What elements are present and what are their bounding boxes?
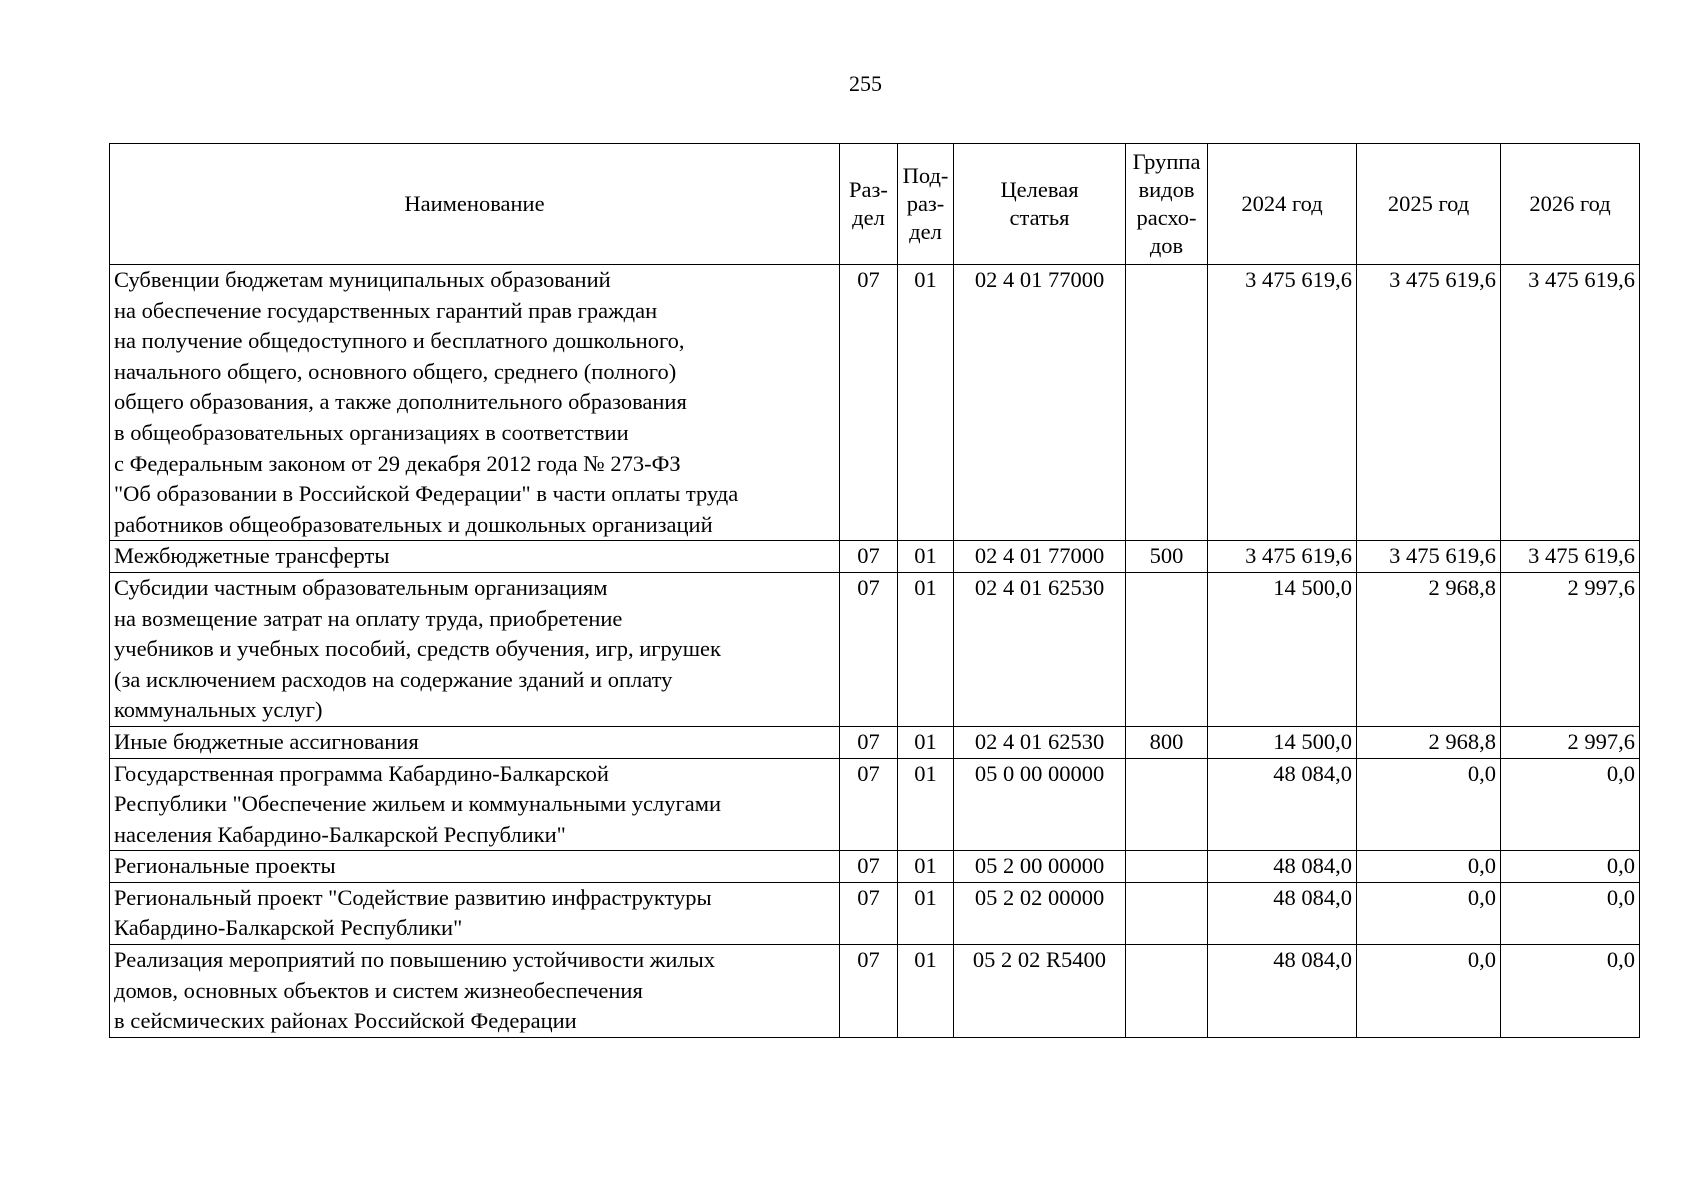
header-2025: 2025 год: [1357, 144, 1501, 265]
cell-tselevaya-statya: 02 4 01 77000: [954, 541, 1126, 573]
cell-2026: 0,0: [1501, 882, 1640, 944]
cell-razdel: 07: [840, 851, 898, 883]
cell-name: Региональный проект "Содействие развитию инфраструктуры Кабардино-Балкарской Республики": [110, 882, 840, 944]
cell-tselevaya-statya: 05 0 00 00000: [954, 758, 1126, 851]
cell-razdel: 07: [840, 758, 898, 851]
table-row: [110, 882, 1640, 944]
cell-2025: 2 968,8: [1357, 572, 1501, 726]
cell-gruppa-vidov-raskhodov: [1126, 572, 1208, 726]
header-name: Наименование: [110, 144, 840, 265]
cell-2026: 2 997,6: [1501, 726, 1640, 758]
cell-name: Субсидии частным образовательным организациям на возмещение затрат на оплату труда, приобретение учебников и учебных пособий, средств обучения, игр, игрушек (за исключением расходов на содержание зданий и оплату коммунальных услуг): [110, 572, 840, 726]
cell-podrazdel: 01: [898, 882, 954, 944]
cell-razdel: 07: [840, 541, 898, 573]
cell-2026: 0,0: [1501, 851, 1640, 883]
cell-2024: 48 084,0: [1208, 851, 1357, 883]
cell-podrazdel: 01: [898, 851, 954, 883]
cell-gruppa-vidov-raskhodov: 800: [1126, 726, 1208, 758]
cell-2024: 3 475 619,6: [1208, 265, 1357, 541]
cell-name: Иные бюджетные ассигнования: [110, 726, 840, 758]
cell-2024: 48 084,0: [1208, 882, 1357, 944]
cell-name: Государственная программа Кабардино-Балкарской Республики "Обеспечение жильем и коммунальными услугами населения Кабардино-Балкарской Республики": [110, 758, 840, 851]
budget-table: [109, 143, 1640, 1038]
cell-2025: 3 475 619,6: [1357, 541, 1501, 573]
cell-tselevaya-statya: 05 2 02 00000: [954, 882, 1126, 944]
page-number: 255: [849, 71, 882, 96]
cell-2026: 3 475 619,6: [1501, 265, 1640, 541]
cell-2024: 14 500,0: [1208, 572, 1357, 726]
cell-gruppa-vidov-raskhodov: 500: [1126, 541, 1208, 573]
cell-tselevaya-statya: 02 4 01 77000: [954, 265, 1126, 541]
header-razdel: Раз- дел: [840, 144, 898, 265]
cell-podrazdel: 01: [898, 945, 954, 1038]
cell-razdel: 07: [840, 882, 898, 944]
cell-gruppa-vidov-raskhodov: [1126, 882, 1208, 944]
cell-2026: 3 475 619,6: [1501, 541, 1640, 573]
cell-2025: 0,0: [1357, 945, 1501, 1038]
header-2024: 2024 год: [1208, 144, 1357, 265]
table-row: [110, 265, 1640, 541]
cell-gruppa-vidov-raskhodov: [1126, 851, 1208, 883]
cell-tselevaya-statya: 02 4 01 62530: [954, 726, 1126, 758]
table-row: [110, 945, 1640, 1038]
cell-podrazdel: 01: [898, 758, 954, 851]
cell-name: Межбюджетные трансферты: [110, 541, 840, 573]
table-body: [110, 265, 1640, 1038]
cell-2026: 0,0: [1501, 758, 1640, 851]
table-row: [110, 851, 1640, 883]
table-row: [110, 572, 1640, 726]
cell-tselevaya-statya: 05 2 00 00000: [954, 851, 1126, 883]
cell-2024: 48 084,0: [1208, 945, 1357, 1038]
cell-gruppa-vidov-raskhodov: [1126, 945, 1208, 1038]
cell-podrazdel: 01: [898, 572, 954, 726]
header-row: [110, 144, 1640, 265]
cell-razdel: 07: [840, 572, 898, 726]
cell-name: Региональные проекты: [110, 851, 840, 883]
cell-2025: 0,0: [1357, 851, 1501, 883]
cell-razdel: 07: [840, 945, 898, 1038]
cell-name: Реализация мероприятий по повышению устойчивости жилых домов, основных объектов и систем жизнеобеспечения в сейсмических районах Российской Федерации: [110, 945, 840, 1038]
table-row: [110, 541, 1640, 573]
cell-tselevaya-statya: 02 4 01 62530: [954, 572, 1126, 726]
cell-podrazdel: 01: [898, 541, 954, 573]
cell-2026: 2 997,6: [1501, 572, 1640, 726]
cell-2024: 48 084,0: [1208, 758, 1357, 851]
cell-2025: 3 475 619,6: [1357, 265, 1501, 541]
cell-gruppa-vidov-raskhodov: [1126, 265, 1208, 541]
header-2026: 2026 год: [1501, 144, 1640, 265]
cell-gruppa-vidov-raskhodov: [1126, 758, 1208, 851]
cell-razdel: 07: [840, 726, 898, 758]
cell-name: Субвенции бюджетам муниципальных образований на обеспечение государственных гарантий прав граждан на получение общедоступного и бесплатного дошкольного, начального общего, основного общего, среднего (полного) общего образования, а также дополнительного образования в общеобразовательных организациях в соответствии с Федеральным законом от 29 декабря 2012 года № 273-ФЗ "Об образовании в Российской Федерации" в части оплаты труда работников общеобразовательных и дошкольных организаций: [110, 265, 840, 541]
cell-2024: 3 475 619,6: [1208, 541, 1357, 573]
cell-2025: 0,0: [1357, 758, 1501, 851]
table-row: [110, 758, 1640, 851]
cell-2025: 2 968,8: [1357, 726, 1501, 758]
header-podrazdel: Под- раз- дел: [898, 144, 954, 265]
cell-2026: 0,0: [1501, 945, 1640, 1038]
cell-podrazdel: 01: [898, 265, 954, 541]
header-tselevaya-statya: Целевая статья: [954, 144, 1126, 265]
cell-2024: 14 500,0: [1208, 726, 1357, 758]
cell-tselevaya-statya: 05 2 02 R5400: [954, 945, 1126, 1038]
cell-razdel: 07: [840, 265, 898, 541]
table-row: [110, 726, 1640, 758]
cell-podrazdel: 01: [898, 726, 954, 758]
cell-2025: 0,0: [1357, 882, 1501, 944]
header-gruppa-vidov-raskhodov: Группа видов расхо- дов: [1126, 144, 1208, 265]
